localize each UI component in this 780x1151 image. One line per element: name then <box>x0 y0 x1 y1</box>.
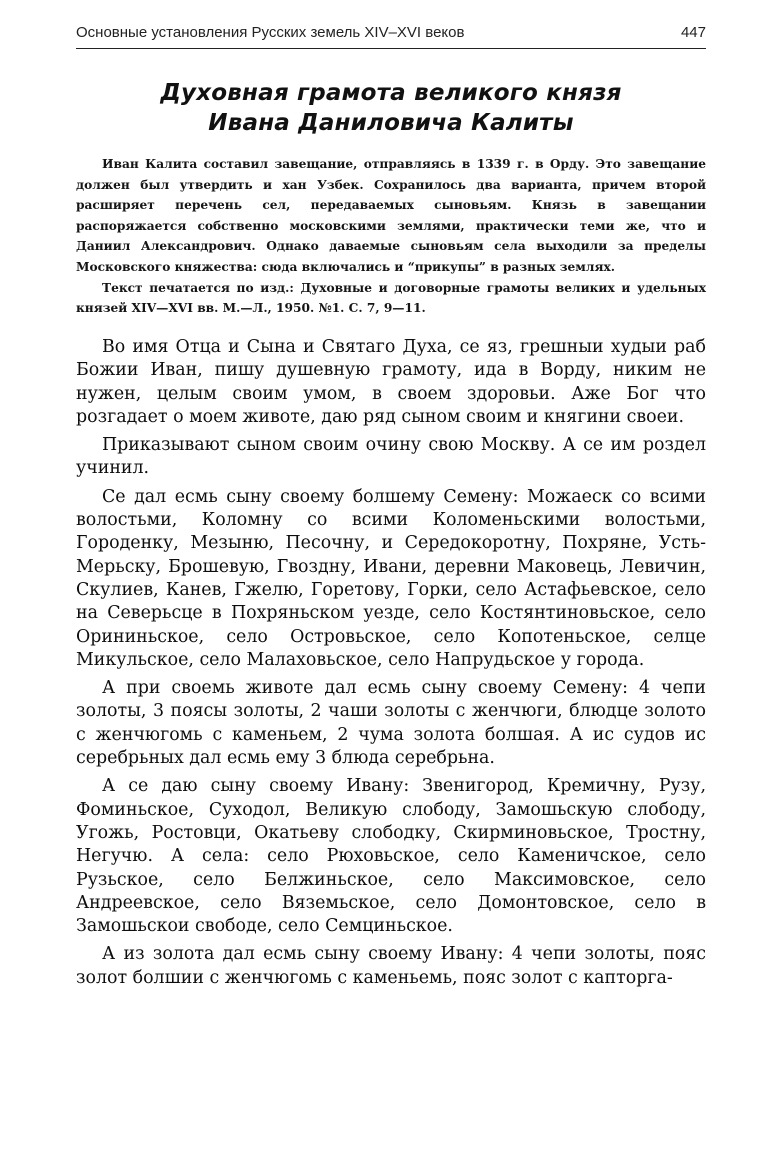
body-paragraph: Приказывают сыном своим очину свою Москву. А се им роздел учинил. <box>76 435 706 479</box>
body-paragraph: Во имя Отца и Сына и Святаго Духа, се яз, грешныи худыи раб Божии Иван, пишу душевную грамоту, ида в Ворду, никим не нужен, целым своим умом, в своем здоровьи. Аже Бог что розгадает о моем животе, даю ряд сыном своим и княгини своеи. <box>76 337 706 427</box>
body-paragraph: А се даю сыну своему Ивану: Звенигород, Кремичну, Рузу, Фоминьское, Суходол, Великую слободу, Замошьскую слободу, Угожь, Ростовци, Окатьеву слободку, Скирминовьское, Тростну, Негучю. А села: село Рюховьское, село Каменичское, село Рузьское, село Белжиньское, село Максимовское, село Андреевское, село Вяземьское, село Домонтовское, село в Замошьскои свободе, село Семциньское. <box>76 776 706 937</box>
charter-text <box>76 336 706 995</box>
body-paragraph: Се дал есмь сыну своему болшему Семену: Можаеск со всими волостьми, Коломну со всими Коломеньскими волостьми, Городенку, Мезыню, Песочну, и Середокоротну, Похряне, Усть-Мерьску, Брошевую, Гвоздну, Ивани, деревни Маковець, Левичин, Скулиев, Канев, Гжелю, Горетову, Горки, село Астафьевское, село на Северьсце в Похряньском уезде, село Костянтиновьское, село Орининьское, село Островьское, село Копотеньское, селце Микульское, село Малаховьское, село Напрудьское у города. <box>76 486 706 670</box>
running-head <box>76 22 706 49</box>
intro-paragraph: Иван Калита составил завещание, отправляясь в 1339 г. в Орду. Это завещание должен был утвердить и хан Узбек. Сохранилось два варианта, причем второй расширяет перечень сел, передаваемых сыновьям. Князь в завещании распоряжается собственно московскими землями, практически теми же, что и Даниил Александрович. Однако даваемые сыновьям села выходили за пределы Московского княжества: сюда включались и “прикупы” в разных землях. <box>76 157 706 274</box>
page-number: 447 <box>680 24 706 41</box>
document-title <box>76 78 706 138</box>
body-paragraph: А из золота дал есмь сыну своему Ивану: 4 чепи золоты, пояс золот болшии с женчюгомь с каменьемь, пояс золот с капторга- <box>76 944 706 988</box>
document-title-line-2: Ивана Даниловича Калиты <box>208 110 574 136</box>
source-note: Текст печатается по изд.: Духовные и договорные грамоты великих и удельных князей XIV—XVI вв. М.—Л., 1950. №1. С. 7, 9—11. <box>76 280 706 316</box>
document-title-line-1: Духовная грамота великого князя <box>160 80 622 106</box>
body-paragraph: А при своемь животе дал есмь сыну своему Семену: 4 чепи золоты, 3 поясы золоты, 2 чаши золоты с женчюги, блюдце золото с женчюгомь с каменьем, 2 чума золота болшая. А ис судов ис серебрьных дал есмь ему 3 блюда серебрьна. <box>76 678 706 769</box>
running-head-section-title: Основные установления Русских земель XIV–XVI веков <box>76 24 465 41</box>
editorial-introduction <box>76 154 706 319</box>
